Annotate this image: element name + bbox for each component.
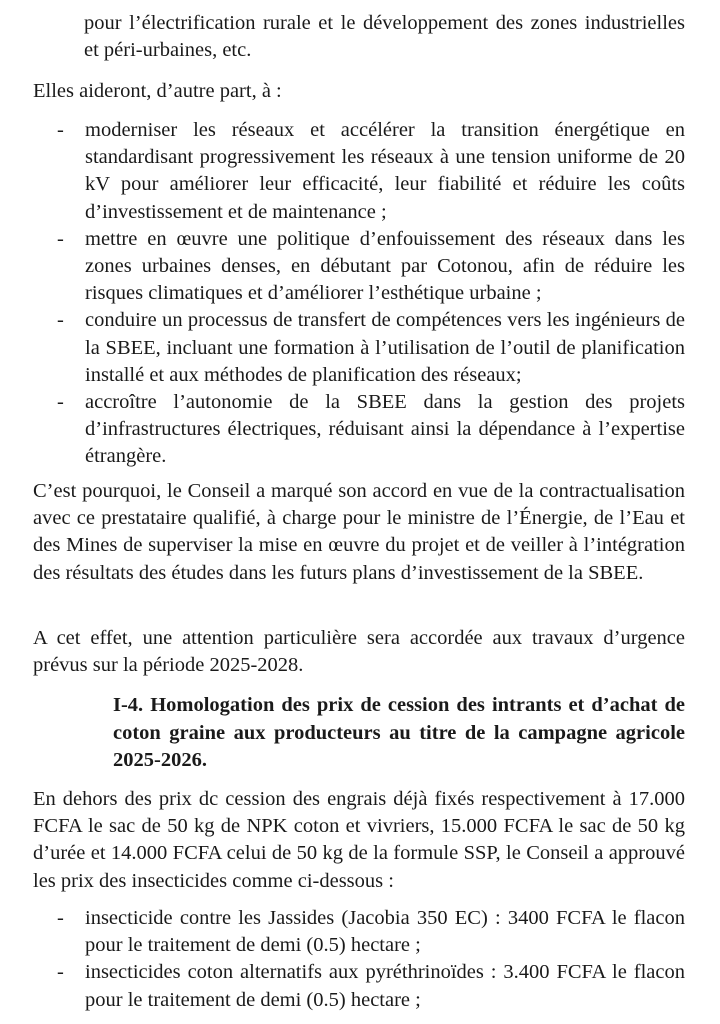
insecticides-list [33,905,685,1014]
list-item-text: accroître l’autonomie de la SBEE dans la gestion des projets d’infrastructures électriques, réduisant ainsi la dépendance à l’expertise étrangère. [85,391,685,468]
prices-paragraph: En dehors des prix dc cession des engrais déjà fixés respectivement à 17.000 FCFA le sac de 50 kg de NPK coton et vivriers, 15.000 FCFA le sac de 50 kg d’urée et 14.000 FCFA celui de 50 kg de la formule SSP, le Conseil a approuvé les prix des insecticides comme ci-dessous : [33,788,685,892]
list-item [33,307,685,389]
objectives-list [33,117,685,471]
effect-paragraph: A cet effet, une attention particulière sera accordée aux travaux d’urgence prévus sur la période 2025-2028. [33,627,685,677]
bullet-dash: - [57,907,64,929]
intro-text: Elles aideront, d’autre part, à : [33,80,282,102]
list-item [33,226,685,308]
bullet-dash: - [57,227,64,250]
section-heading: I-4. Homologation des prix de cession des intrants et d’achat de coton graine aux producteurs au titre de la campagne agricole 2025-2026. [113,694,685,771]
list-item-text: moderniser les réseaux et accélérer la transition énergétique en standardisant progressivement les réseaux à une tension uniforme de 20 kV pour améliorer leur efficacité, leur fiabilité et réduire les coûts d’investissement et de maintenance ; [85,119,685,223]
list-item [33,389,685,471]
council-paragraph: C’est pourquoi, le Conseil a marqué son accord en vue de la contractualisation avec ce prestataire qualifié, à charge pour le ministre de l’Énergie, de l’Eau et des Mines de superviser la mise en œuvre du projet et de veiller à l’intégration des résultats des études dans les futurs plans d’investissement de la SBEE. [33,480,685,584]
list-item-text: conduire un processus de transfert de compétences vers les ingénieurs de la SBEE, incluant une formation à l’utilisation de l’outil de planification installé et aux méthodes de planification des réseaux; [85,309,685,386]
continuation-text: pour l’électrification rurale et le développement des zones industrielles et péri-urbaines, etc. [84,12,685,62]
list-item-text: insecticides coton alternatifs aux pyréthrinoïdes : 3.400 FCFA le flacon pour le traitement de demi (0.5) hectare ; [85,961,685,1011]
list-item [33,117,685,226]
list-item-text: insecticide contre les Jassides (Jacobia 350 EC) : 3400 FCFA le flacon pour le traitement de demi (0.5) hectare ; [85,907,685,957]
bullet-dash: - [57,119,64,141]
list-item [33,959,685,1013]
list-item-text: mettre en œuvre une politique d’enfouissement des réseaux dans les zones urbaines denses, en débutant par Cotonou, afin de réduire les risques climatiques et d’améliorer l’esthétique urbaine ; [85,227,685,305]
bullet-dash: - [57,961,64,984]
bullet-dash: - [57,391,64,414]
list-item [33,905,685,959]
bullet-dash: - [57,309,64,332]
